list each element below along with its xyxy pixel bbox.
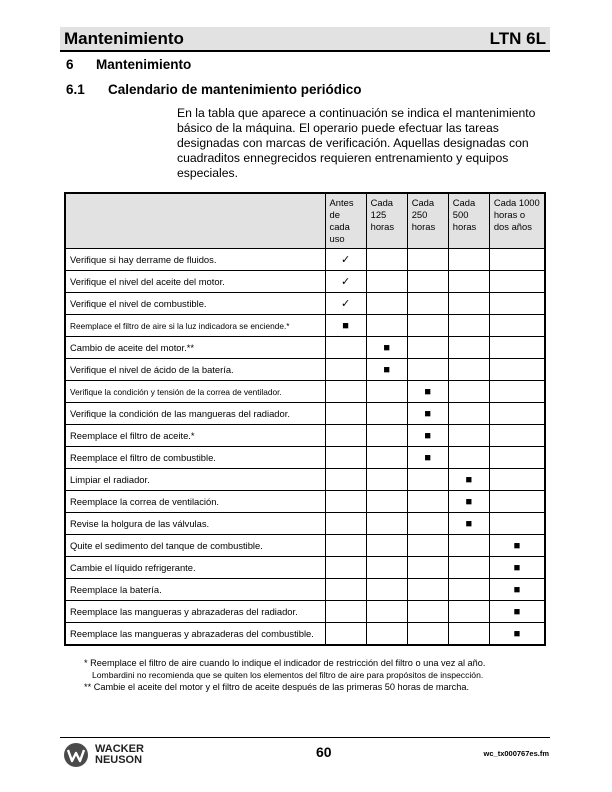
task-cell: Reemplace las mangueras y abrazaderas del radiador.: [65, 601, 325, 623]
empty-cell: [366, 271, 407, 293]
table-row: [65, 535, 545, 557]
header-title: Mantenimiento: [64, 28, 184, 48]
empty-cell: [489, 315, 545, 337]
section-number: 6: [66, 57, 74, 72]
filled-square-icon: ■: [489, 601, 545, 623]
empty-cell: [448, 601, 489, 623]
table-row: [65, 315, 545, 337]
empty-cell: [325, 381, 366, 403]
subsection-title: Calendario de mantenimiento periódico: [108, 82, 362, 97]
task-cell: Verifique la condición y tensión de la correa de ventilador.: [65, 381, 325, 403]
table-row: [65, 425, 545, 447]
brand-logo: [63, 742, 144, 768]
task-cell: Verifique el nivel del aceite del motor.: [65, 271, 325, 293]
empty-cell: [325, 623, 366, 646]
filled-square-icon: ■: [366, 337, 407, 359]
filled-square-icon: ■: [489, 535, 545, 557]
table-row: [65, 271, 545, 293]
filled-square-icon: ■: [448, 491, 489, 513]
section-heading: [66, 57, 191, 72]
empty-cell: [448, 249, 489, 271]
task-cell: Reemplace la correa de ventilación.: [65, 491, 325, 513]
empty-cell: [407, 337, 448, 359]
check-mark-icon: ✓: [325, 271, 366, 293]
footnotes: [84, 657, 554, 693]
empty-cell: [366, 447, 407, 469]
empty-cell: [448, 359, 489, 381]
task-cell: Reemplace las mangueras y abrazaderas del combustible.: [65, 623, 325, 646]
empty-cell: [325, 557, 366, 579]
filled-square-icon: ■: [489, 623, 545, 646]
page-number: 60: [316, 744, 332, 760]
task-column-header: [65, 193, 325, 249]
empty-cell: [407, 271, 448, 293]
logo-line: NEUSON: [95, 754, 143, 766]
column-header: Cada 125 horas: [366, 193, 407, 249]
empty-cell: [448, 293, 489, 315]
filled-square-icon: ■: [448, 513, 489, 535]
wacker-neuson-w-icon: [63, 742, 89, 768]
empty-cell: [448, 623, 489, 646]
footer-divider: [60, 737, 550, 738]
task-cell: Reemplace el filtro de combustible.: [65, 447, 325, 469]
table-row: [65, 469, 545, 491]
empty-cell: [407, 623, 448, 646]
column-header: Cada 1000 horas o dos años: [489, 193, 545, 249]
empty-cell: [407, 513, 448, 535]
filled-square-icon: ■: [407, 447, 448, 469]
task-cell: Reemplace el filtro de aceite.*: [65, 425, 325, 447]
empty-cell: [366, 579, 407, 601]
empty-cell: [489, 469, 545, 491]
empty-cell: [407, 491, 448, 513]
empty-cell: [366, 513, 407, 535]
empty-cell: [366, 403, 407, 425]
section-title: Mantenimiento: [96, 57, 192, 72]
table-row: [65, 293, 545, 315]
filled-square-icon: ■: [407, 425, 448, 447]
filled-square-icon: ■: [407, 381, 448, 403]
table-row: [65, 249, 545, 271]
table-row: [65, 447, 545, 469]
task-cell: Verifique el nivel de combustible.: [65, 293, 325, 315]
empty-cell: [448, 447, 489, 469]
empty-cell: [325, 447, 366, 469]
footnote: Lombardini no recomienda que se quiten los elementos del filtro de aire para propósitos de inspección.: [92, 670, 484, 680]
table-row: [65, 557, 545, 579]
empty-cell: [448, 535, 489, 557]
empty-cell: [325, 337, 366, 359]
task-cell: Reemplace el filtro de aire si la luz indicadora se enciende.*: [65, 315, 325, 337]
empty-cell: [325, 425, 366, 447]
empty-cell: [325, 403, 366, 425]
table-row: [65, 579, 545, 601]
task-cell: Cambie el líquido refrigerante.: [65, 557, 325, 579]
empty-cell: [325, 535, 366, 557]
empty-cell: [489, 403, 545, 425]
filled-square-icon: ■: [448, 469, 489, 491]
empty-cell: [489, 249, 545, 271]
header-model: LTN 6L: [489, 28, 546, 48]
maintenance-schedule-table: [64, 192, 546, 646]
empty-cell: [407, 557, 448, 579]
empty-cell: [448, 337, 489, 359]
task-cell: Verifique la condición de las mangueras del radiador.: [65, 403, 325, 425]
empty-cell: [489, 293, 545, 315]
empty-cell: [366, 491, 407, 513]
task-cell: Limpiar el radiador.: [65, 469, 325, 491]
footnote: * Reemplace el filtro de aire cuando lo indique el indicador de restricción del filtro o una vez al año.: [84, 658, 486, 668]
empty-cell: [407, 469, 448, 491]
empty-cell: [325, 513, 366, 535]
filled-square-icon: ■: [407, 403, 448, 425]
column-header: Antes de cada uso: [325, 193, 366, 249]
table-row: [65, 337, 545, 359]
empty-cell: [407, 315, 448, 337]
empty-cell: [407, 249, 448, 271]
task-cell: Reemplace la batería.: [65, 579, 325, 601]
table-row: [65, 359, 545, 381]
table-row: [65, 381, 545, 403]
filled-square-icon: ■: [489, 557, 545, 579]
column-header: Cada 500 horas: [448, 193, 489, 249]
table-row: [65, 403, 545, 425]
task-cell: Cambio de aceite del motor.**: [65, 337, 325, 359]
empty-cell: [489, 381, 545, 403]
empty-cell: [366, 249, 407, 271]
empty-cell: [366, 557, 407, 579]
table-row: [65, 601, 545, 623]
empty-cell: [366, 315, 407, 337]
file-name: wc_tx000767es.fm: [483, 749, 549, 758]
column-header: Cada 250 horas: [407, 193, 448, 249]
table-row: [65, 513, 545, 535]
empty-cell: [489, 447, 545, 469]
filled-square-icon: ■: [325, 315, 366, 337]
check-mark-icon: ✓: [325, 293, 366, 315]
empty-cell: [489, 271, 545, 293]
task-cell: Verifique si hay derrame de fluidos.: [65, 249, 325, 271]
task-cell: Verifique el nivel de ácido de la batería.: [65, 359, 325, 381]
task-cell: Revise la holgura de las válvulas.: [65, 513, 325, 535]
empty-cell: [448, 315, 489, 337]
table-header-row: [65, 193, 545, 249]
empty-cell: [325, 579, 366, 601]
empty-cell: [448, 381, 489, 403]
filled-square-icon: ■: [489, 579, 545, 601]
empty-cell: [366, 381, 407, 403]
empty-cell: [325, 469, 366, 491]
empty-cell: [366, 293, 407, 315]
empty-cell: [448, 579, 489, 601]
subsection-heading: [66, 82, 362, 97]
empty-cell: [448, 557, 489, 579]
logo-line: WACKER: [95, 743, 144, 755]
footnote: ** Cambie el aceite del motor y el filtro de aceite después de las primeras 50 horas de marcha.: [84, 682, 470, 692]
empty-cell: [448, 403, 489, 425]
empty-cell: [366, 425, 407, 447]
table-row: [65, 623, 545, 646]
empty-cell: [325, 491, 366, 513]
empty-cell: [407, 535, 448, 557]
empty-cell: [489, 359, 545, 381]
empty-cell: [489, 337, 545, 359]
empty-cell: [489, 513, 545, 535]
filled-square-icon: ■: [366, 359, 407, 381]
intro-paragraph: En la tabla que aparece a continuación se indica el mantenimiento básico de la máquina. El operario puede efectuar las tareas designadas con marcas de verificación. Aquellas designadas con cuadraditos ennegrecidos requieren entrenamiento y equipos especiales.: [177, 106, 536, 180]
empty-cell: [366, 601, 407, 623]
table-body: [65, 249, 545, 646]
empty-cell: [366, 469, 407, 491]
empty-cell: [448, 425, 489, 447]
subsection-number: 6.1: [66, 82, 85, 97]
empty-cell: [448, 271, 489, 293]
empty-cell: [407, 601, 448, 623]
empty-cell: [407, 293, 448, 315]
empty-cell: [489, 491, 545, 513]
logo-text: [95, 744, 144, 766]
empty-cell: [366, 623, 407, 646]
empty-cell: [407, 359, 448, 381]
check-mark-icon: ✓: [325, 249, 366, 271]
task-cell: Quite el sedimento del tanque de combustible.: [65, 535, 325, 557]
page-header: [60, 27, 550, 52]
empty-cell: [366, 535, 407, 557]
empty-cell: [325, 601, 366, 623]
empty-cell: [489, 425, 545, 447]
empty-cell: [325, 359, 366, 381]
table-row: [65, 491, 545, 513]
empty-cell: [407, 579, 448, 601]
